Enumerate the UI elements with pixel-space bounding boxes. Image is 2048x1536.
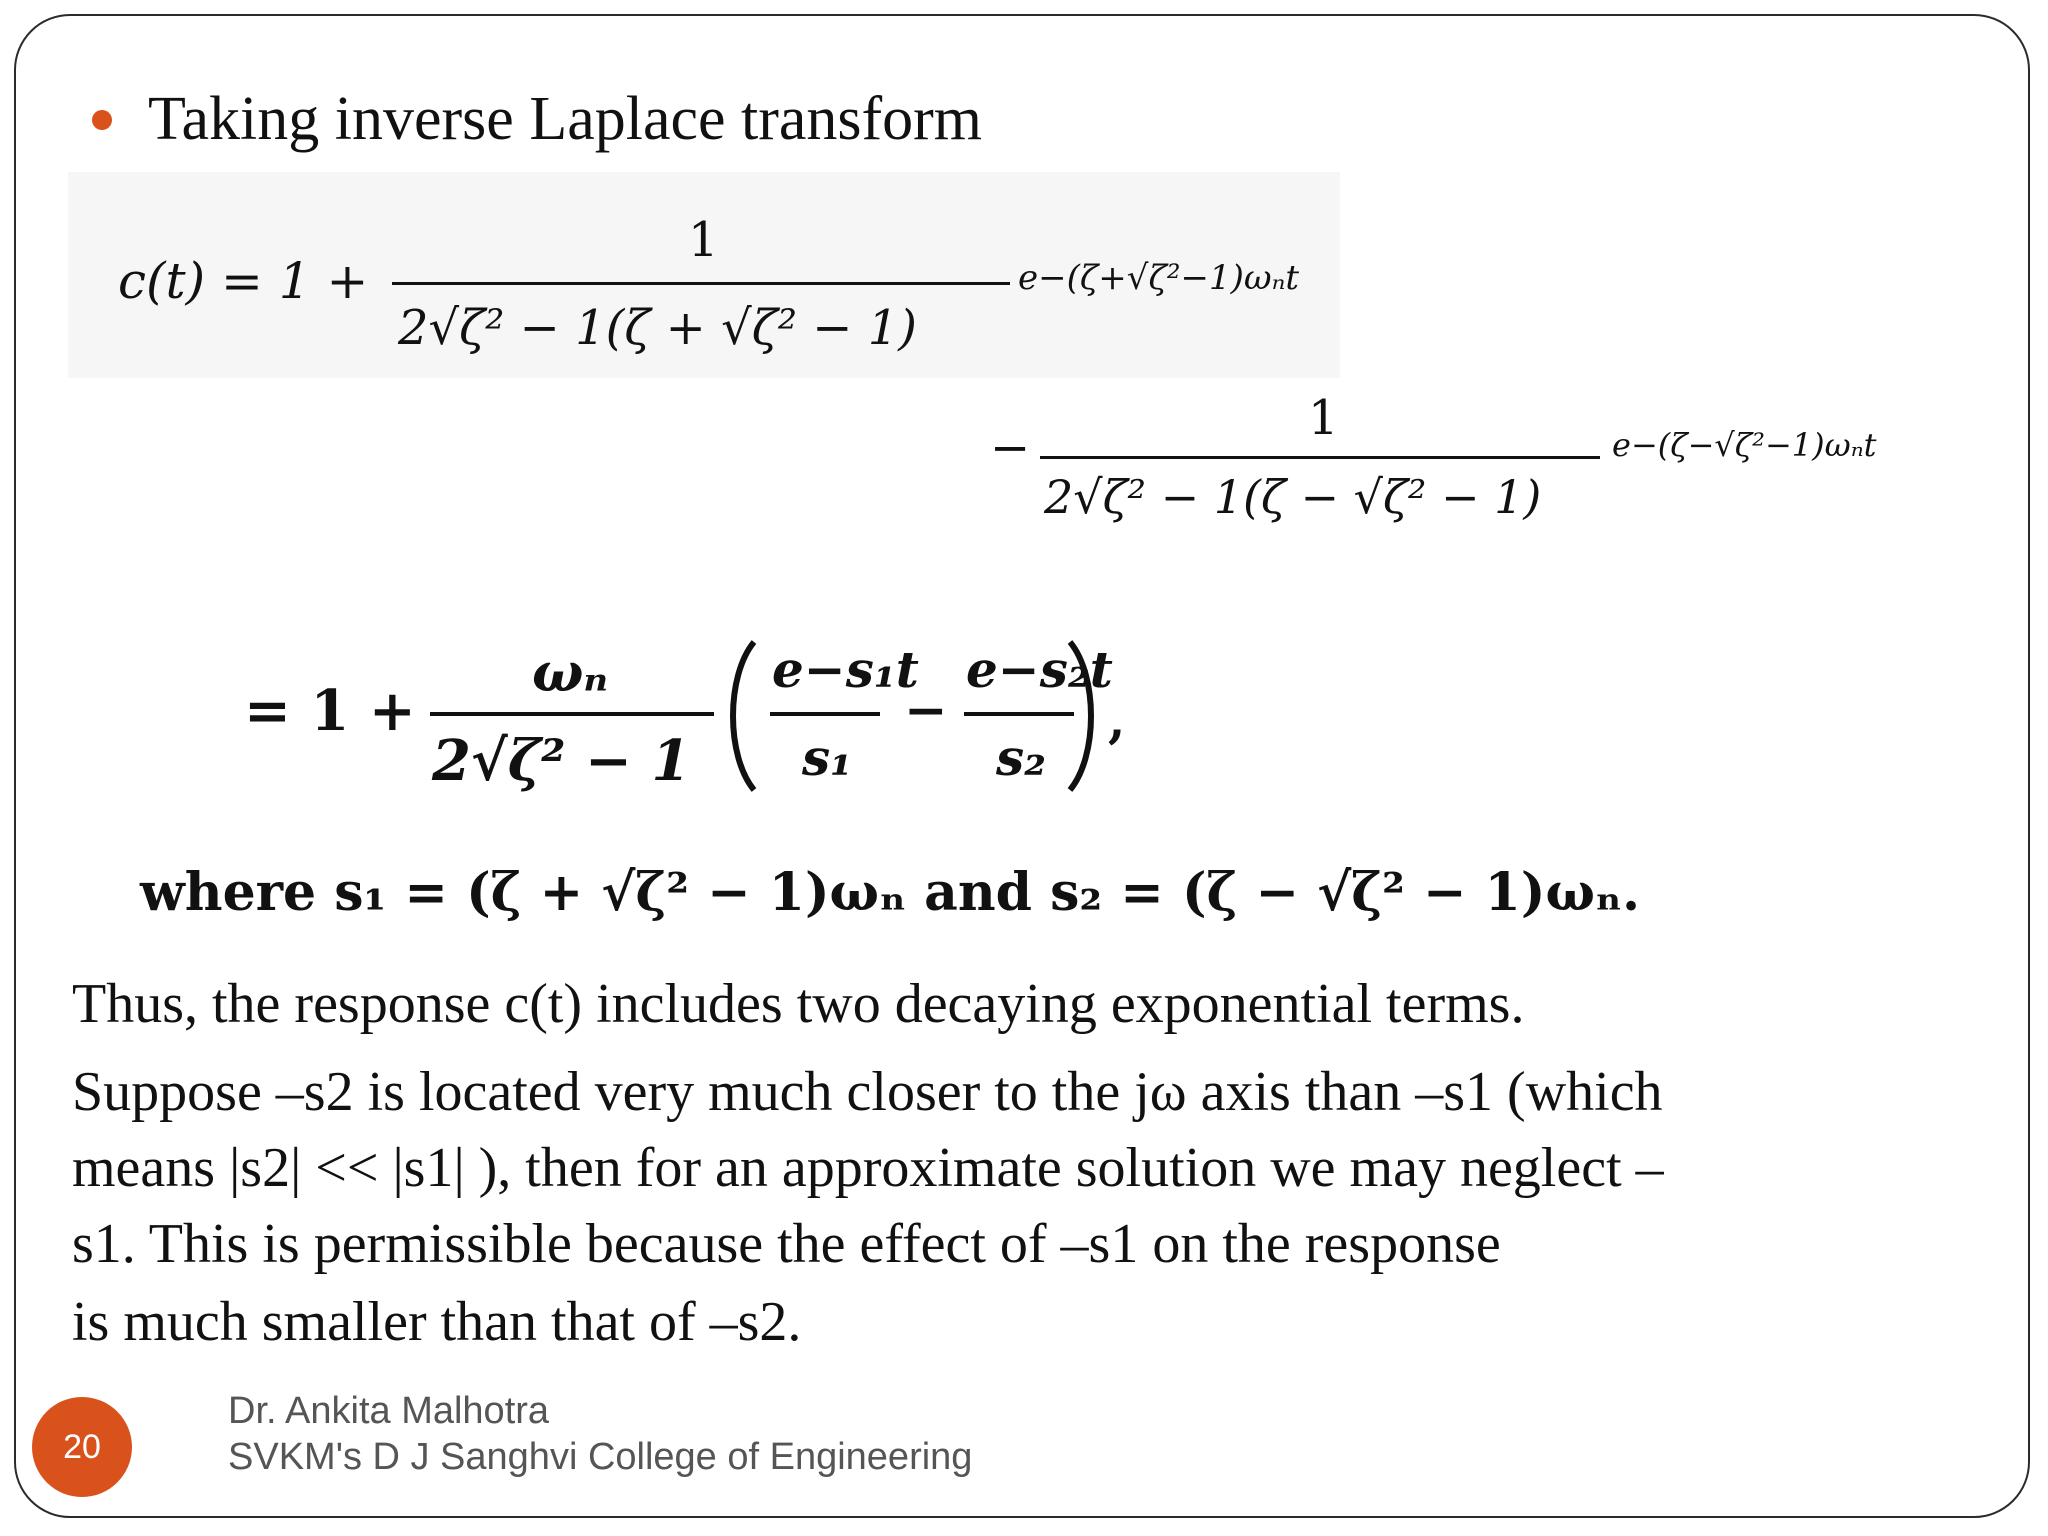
paragraph-line-1: Thus, the response c(t) includes two decaying exponential terms.: [72, 973, 1525, 1035]
eq3-term1-line: [770, 712, 880, 716]
eq2-fraction-line: [1040, 456, 1600, 459]
footer-institution: SVKM's D J Sanghvi College of Engineering: [228, 1436, 973, 1478]
eq3-denominator: 2√ζ² − 1: [432, 728, 691, 794]
eq2-numerator: 1: [1308, 390, 1339, 446]
bullet-heading: [92, 84, 982, 155]
eq4-where-clause: where s₁ = (ζ + √ζ² − 1)ωₙ and s₂ = (ζ − √ζ² − 1)ωₙ.: [140, 862, 1641, 923]
eq3-term2-numerator: e−s₂t: [966, 640, 1113, 699]
eq3-term2-line: [964, 712, 1074, 716]
paragraph-line-3: means |s2| << |s1| ), then for an approximate solution we may neglect –: [72, 1137, 1664, 1199]
eq3-numerator: ωₙ: [532, 640, 609, 704]
left-paren: [733, 642, 754, 790]
paragraph-line-2: Suppose –s2 is located very much closer to the jω axis than –s1 (which: [72, 1061, 1663, 1123]
eq3-trailing-comma: ,: [1108, 690, 1126, 749]
eq3-fraction-line: [430, 712, 714, 716]
footer-author: Dr. Ankita Malhotra: [228, 1390, 550, 1432]
eq1-denominator: 2√ζ² − 1(ζ + √ζ² − 1): [398, 300, 917, 356]
eq2-denominator: 2√ζ² − 1(ζ − √ζ² − 1): [1044, 470, 1542, 524]
eq3-lhs: = 1 +: [244, 678, 416, 744]
eq3-term2-denominator: s₂: [996, 728, 1047, 787]
page-number-badge: 20: [32, 1397, 132, 1497]
eq1-fraction-line: [392, 282, 1010, 285]
eq1-numerator: 1: [688, 212, 719, 268]
eq2-exponent: e−(ζ−√ζ²−1)ωₙt: [1612, 426, 1877, 464]
eq1-exponent: e−(ζ+√ζ²−1)ωₙt: [1018, 258, 1300, 298]
eq3-term1-denominator: s₁: [802, 728, 853, 787]
eq2-sign: −: [990, 420, 1031, 476]
eq3-term1-numerator: e−s₁t: [772, 640, 919, 699]
eq1-lhs: c(t) = 1 +: [118, 252, 369, 310]
bullet-dot-icon: [92, 110, 112, 130]
paragraph-line-4: s1. This is permissible because the effect of –s1 on the response: [72, 1213, 1501, 1275]
heading-text: Taking inverse Laplace transform: [148, 85, 983, 153]
paragraph-line-5: is much smaller than that of –s2.: [72, 1291, 802, 1353]
eq3-minus: −: [904, 680, 948, 741]
